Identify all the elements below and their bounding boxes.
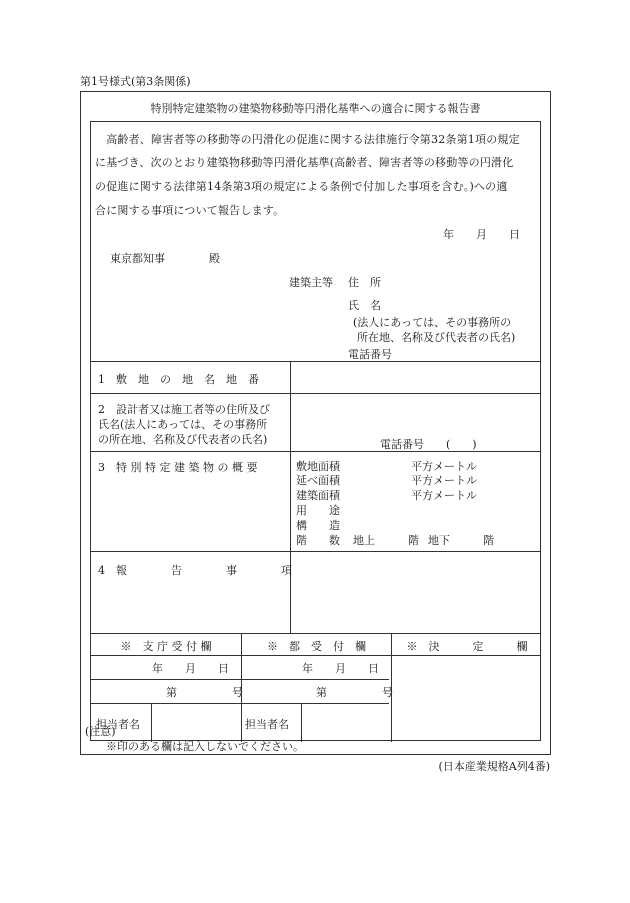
decision-header: ※ 決 定 欄 [406,640,528,653]
section-2-label-2: 氏名(法人にあっては、その事務所 [98,418,268,431]
divider-metro-person [301,703,302,742]
metro-number: 第 号 [316,686,393,699]
site-area-unit: 平方メートル [411,460,477,473]
metro-date: 年 月 日 [302,662,379,675]
owner-phone-label: 電話番号 [348,348,392,361]
branch-number: 第 号 [166,686,243,699]
form-table [90,121,541,741]
section-3-label: 3 特 別 特 定 建 築 物 の 概 要 [98,461,258,474]
divider-reception-1 [91,655,540,656]
intro-line-1: 高齢者、障害者等の移動等の円滑化の促進に関する法律施行令第32条第1項の規定 [95,133,520,146]
floors-above: 地上 階 [353,534,419,547]
addressee: 東京都知事 殿 [110,252,220,265]
section-4-label: 4 報 告 事 項 [98,564,292,577]
floor-area-label: 延べ面積 [296,474,340,487]
building-area-unit: 平方メートル [411,489,477,502]
form-number-label: 第1号様式(第3条関係) [80,75,191,88]
divider-col-label [290,361,291,633]
divider-branch-person [151,703,152,742]
use-label: 用 途 [296,504,340,517]
branch-date: 年 月 日 [152,662,229,675]
divider-row-4 [91,551,540,552]
owner-corp-note-2: 所在地、名称及び代表者の氏名) [357,331,516,344]
owner-address-label: 住 所 [348,276,381,289]
notes-line-1: ※印のある欄は記入しないでください。 [106,740,304,753]
section-2-label-3: の所在地、名称及び代表者の氏名) [98,433,268,446]
floor-area-unit: 平方メートル [411,474,477,487]
divider-row-5 [91,633,540,634]
section-2-phone: 電話番号 ( ) [380,438,477,451]
floors-label: 階 数 [296,534,340,547]
form-frame [80,91,551,755]
branch-reception-header: ※ 支 庁 受 付 欄 [120,640,212,653]
divider-reception-3 [91,703,389,704]
metro-reception-header: ※ 都 受 付 欄 [267,640,366,653]
report-date: 年 月 日 [443,228,520,241]
notes-heading: (注意) [85,725,116,738]
form-title: 特別特定建築物の建築物移動等円滑化基準への適合に関する報告書 [150,102,481,115]
divider-row-2 [91,393,540,394]
divider-reception-2 [91,679,389,680]
intro-line-4: 合に関する事項について報告します。 [95,204,285,217]
floors-below: 地下 階 [428,534,494,547]
intro-line-2: に基づき、次のとおり建築物移動等円滑化基準(高齢者、障害者等の移動等の円滑化 [95,156,514,169]
intro-line-3: の促進に関する法律第14条第3項の規定による条例で付加した事項を含む。)への適 [95,180,508,193]
owner-corp-note-1: (法人にあっては、その事務所の [353,316,512,329]
building-area-label: 建築面積 [296,489,340,502]
divider-row-1 [91,361,540,362]
paper-size-note: (日本産業規格A列4番) [438,760,550,773]
site-area-label: 敷地面積 [296,460,340,473]
structure-label: 構 造 [296,519,340,532]
section-2-label-1: 2 設計者又は施工者等の住所及び [98,403,270,416]
section-1-label: 1 敷 地 の 地 名 地 番 [98,373,259,386]
metro-person-label: 担当者名 [245,718,289,731]
owner-name-label: 氏 名 [348,299,381,312]
branch-person-label: 担当者名 [96,718,140,731]
owner-label: 建築主等 [289,276,333,289]
